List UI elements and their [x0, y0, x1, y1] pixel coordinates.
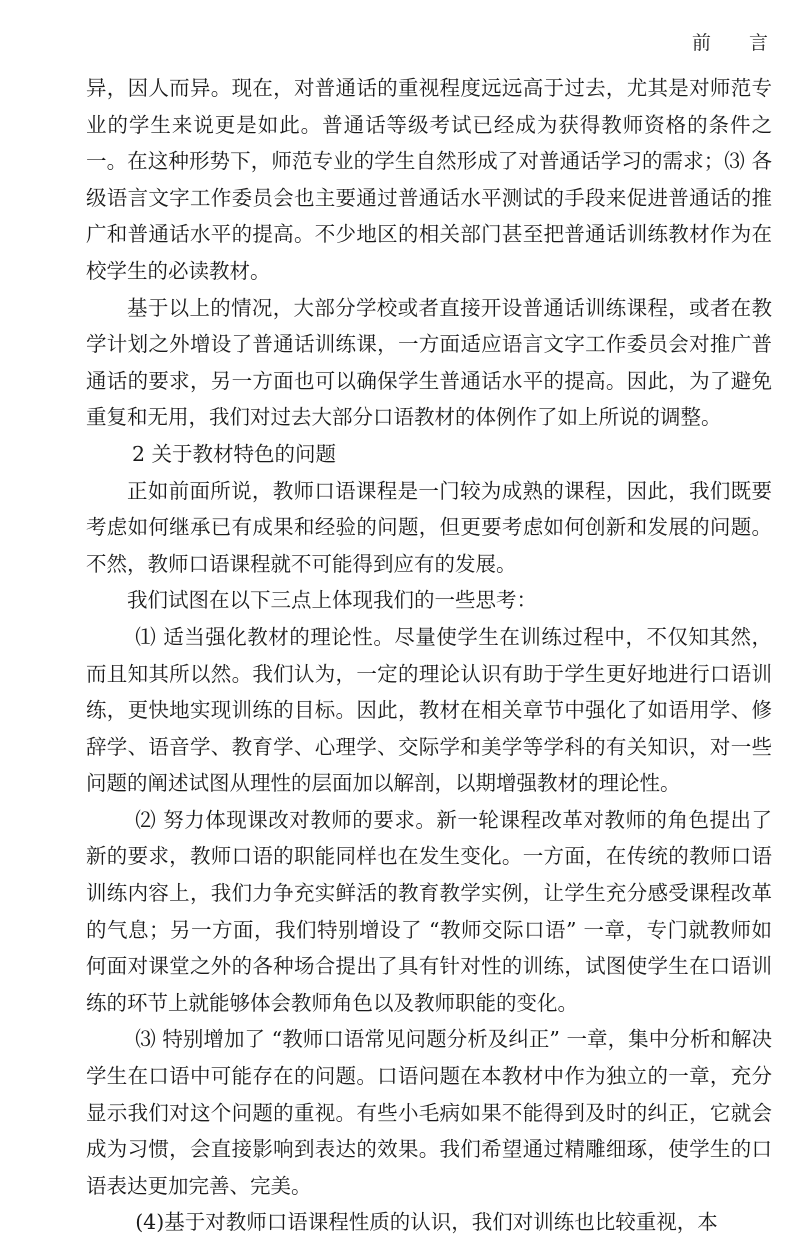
header-char-1: 前 — [691, 32, 711, 54]
paragraph: 基于以上的情况，大部分学校或者直接开设普通话训练课程，或者在教学计划之外增设了普通话训练课，一方面适应语言文字工作委员会对推广普通话的要求，另一方面也可以确保学生普通话水平的提高。因此，为了避免重复和无用，我们对过去大部分口语教材的体例作了如上所说的调整。 — [86, 295, 772, 430]
list-item-2: ⑵ 努力体现课改对教师的要求。新一轮课程改革对教师的角色提出了新的要求，教师口语的职能同样也在发生变化。一方面，在传统的教师口语训练内容上，我们力争充实鲜活的教育教学实例，让学生充分感受课程改革的气息；另一方面，我们特别增设了 “教师交际口语” 一章，专门就教师如何面对课堂之外的各种场合提出了具有针对性的训练，试图使学生在口语训练的环节上就能够体会教师角色以及教师职能的变化。 — [86, 807, 772, 1015]
section-heading: 2 关于教材特色的问题 — [132, 441, 337, 466]
list-item-4: (4)基于对教师口语课程性质的认识，我们对训练也比较重视，本 — [135, 1210, 718, 1235]
running-header — [692, 28, 768, 55]
header-char-2: 言 — [748, 32, 768, 54]
paragraph: 正如前面所说，教师口语课程是一门较为成熟的课程，因此，我们既要考虑如何继承已有成果和经验的问题，但更要考虑如何创新和发展的问题。不然，教师口语课程就不可能得到应有的发展。 — [86, 478, 772, 576]
body-text — [86, 70, 772, 1241]
list-item-1: ⑴ 适当强化教材的理论性。尽量使学生在训练过程中，不仅知其然，而且知其所以然。我们认为，一定的理论认识有助于学生更好地进行口语训练，更快地实现训练的目标。因此，教材在相关章节中强化了如语用学、修辞学、语音学、教育学、心理学、交际学和美学等学科的有关知识，对一些问题的阐述试图从理性的层面加以解剖，以期增强教材的理论性。 — [86, 624, 772, 796]
paragraph: 我们试图在以下三点上体现我们的一些思考： — [127, 588, 537, 613]
list-item-3: ⑶ 特别增加了 “教师口语常见问题分析及纠正” 一章，集中分析和解决学生在口语中可能存在的问题。口语问题在本教材中作为独立的一章，充分显示我们对这个问题的重视。有些小毛病如果不能得到及时的纠正，它就会成为习惯，会直接影响到表达的效果。我们希望通过精雕细琢，使学生的口语表达更加完善、完美。 — [86, 1027, 772, 1198]
paragraph-continuation: 异，因人而异。现在，对普通话的重视程度远远高于过去，尤其是对师范专业的学生来说更是如此。普通话等级考试已经成为获得教师资格的条件之一。在这种形势下，师范专业的学生自然形成了对普通话学习的需求；⑶ 各级语言文字工作委员会也主要通过普通话水平测试的手段来促进普通话的推广和普通话水平的提高。不少地区的相关部门甚至把普通话训练教材作为在校学生的必读教材。 — [86, 76, 772, 283]
